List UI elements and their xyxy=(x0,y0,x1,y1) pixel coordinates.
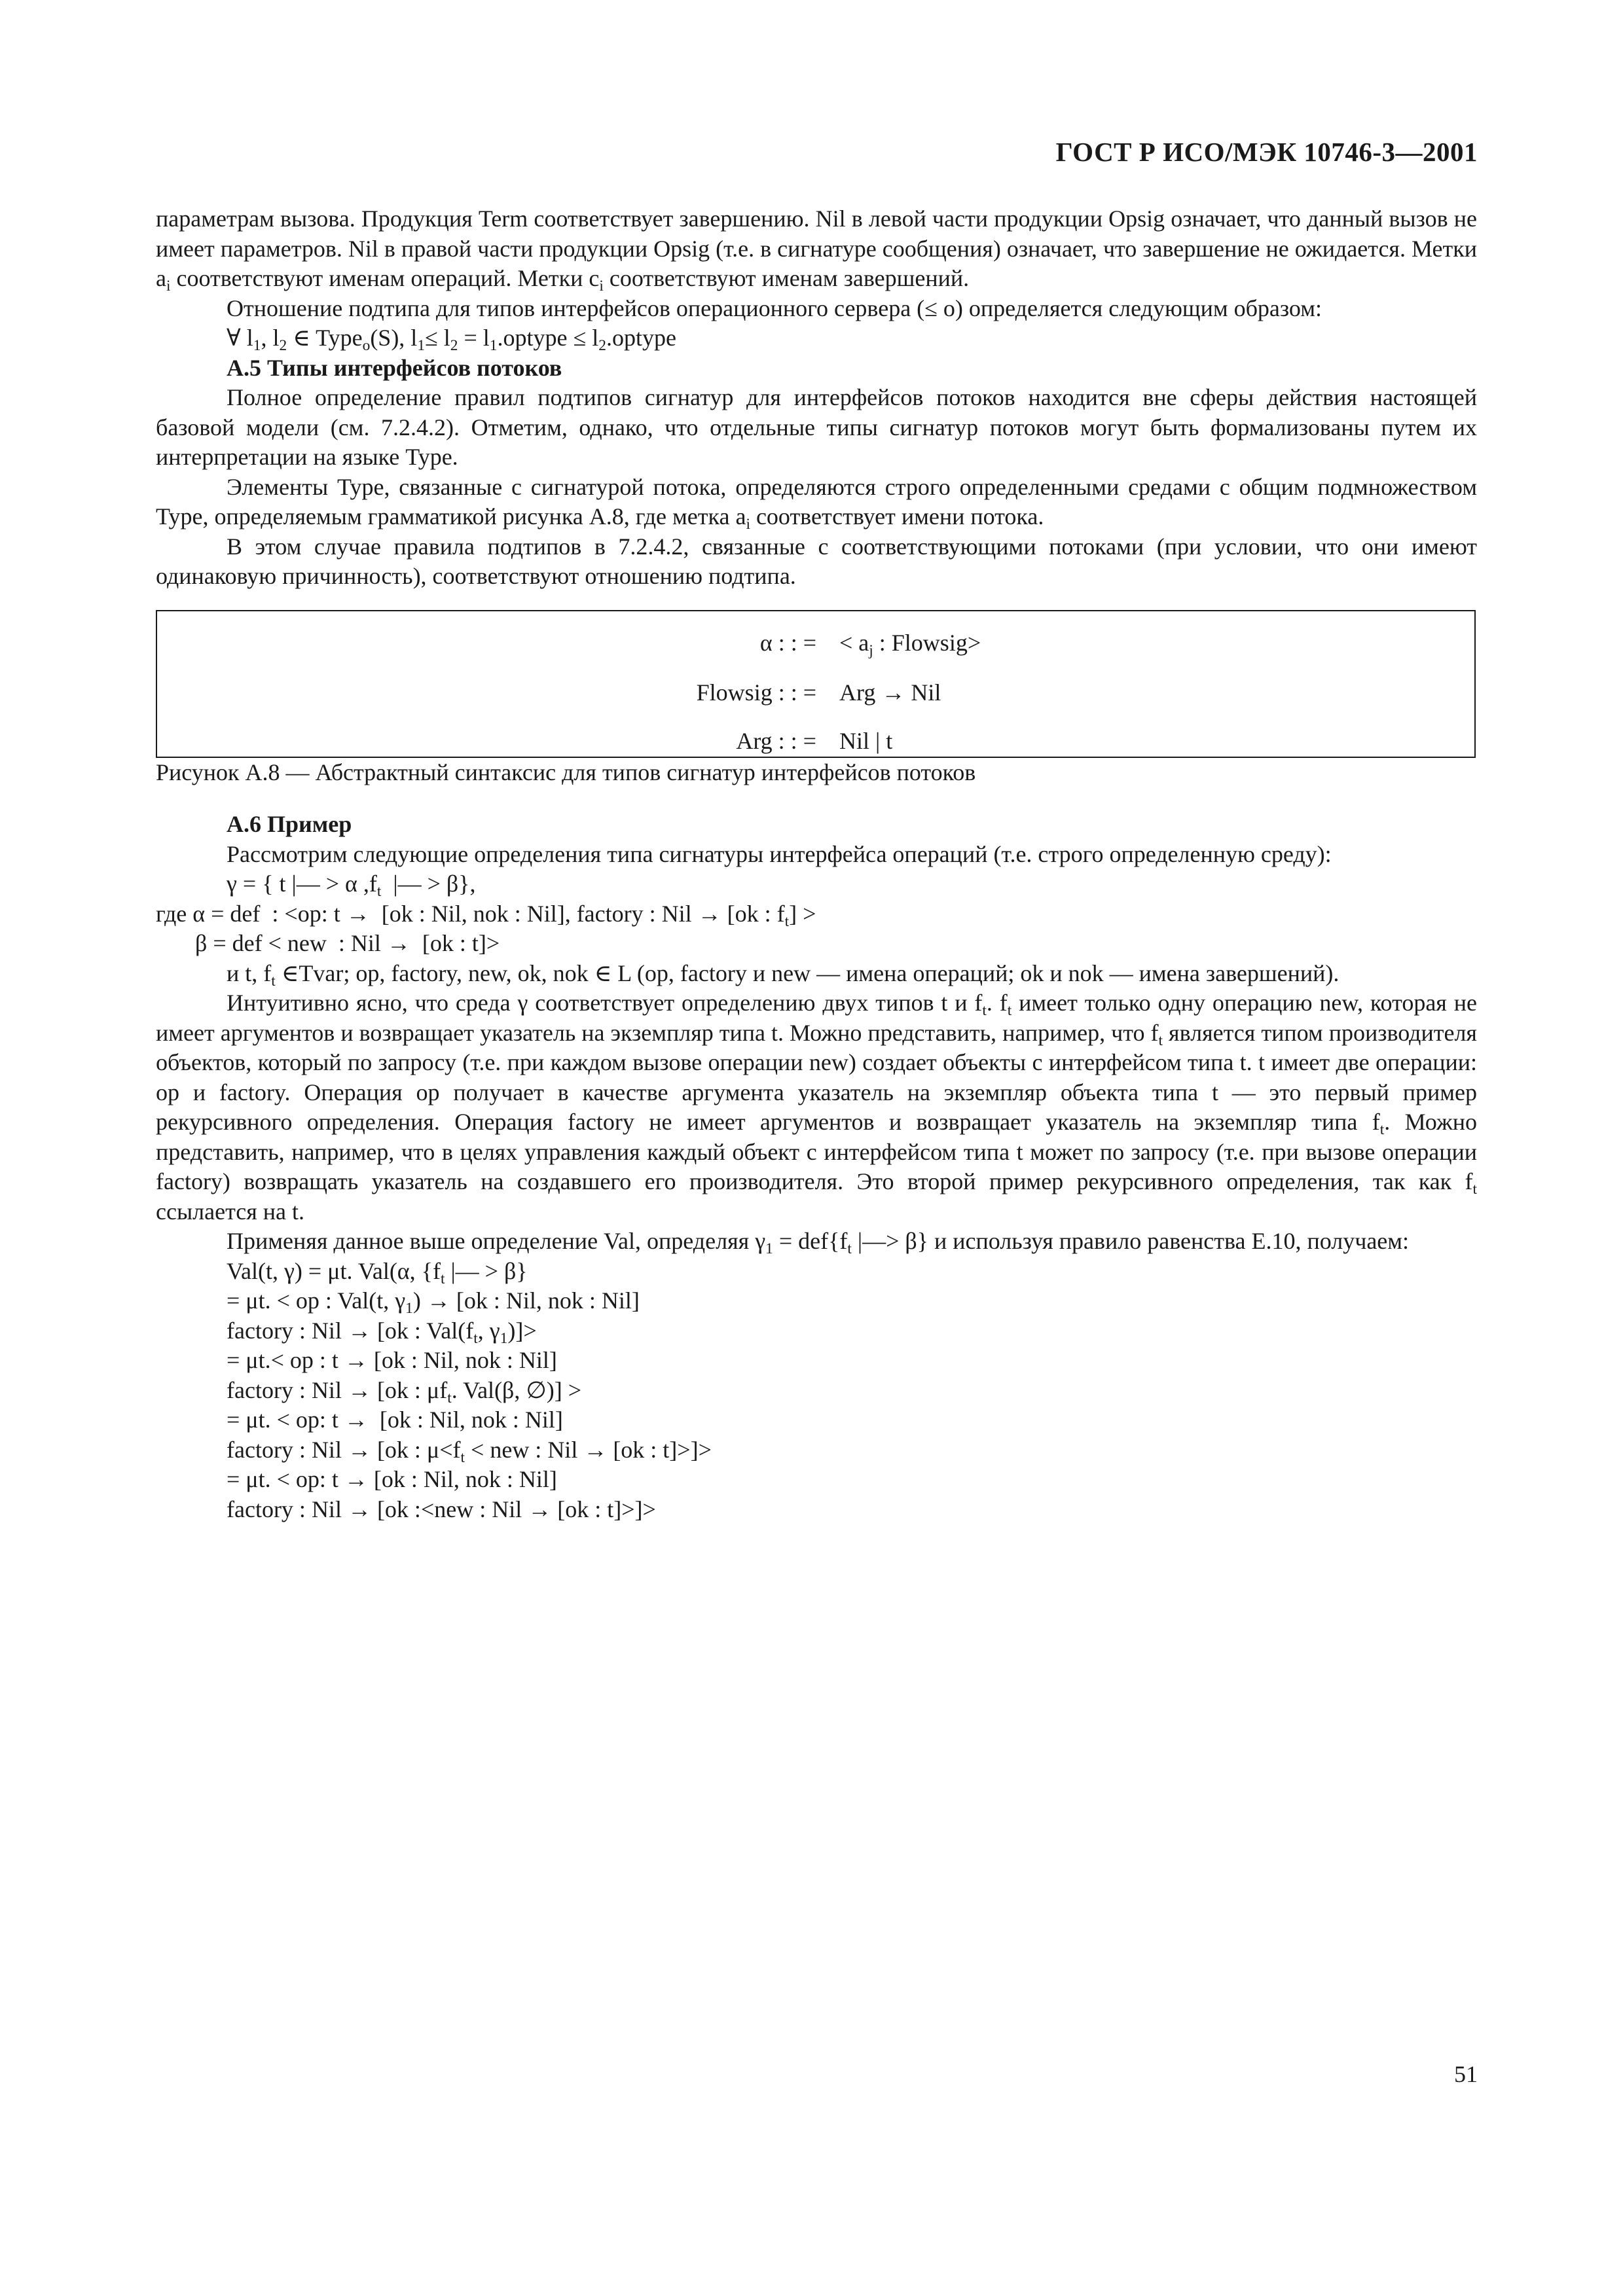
paragraph: Применяя данное выше определение Val, определяя $\gamma_1 = def\{f_t$ |—> β} и используя правило равенства Е.10, получаем: xyxy=(227,1228,1410,1258)
derivation-line: = μt. < op: t → [ok : Nil, nok : Nil] xyxy=(227,1466,557,1492)
derivation-line: factory : Nil → [ok :<new : Nil → [ok : t]>]> xyxy=(227,1496,656,1522)
derivation-line: = μt. < op : Val(t, $\gamma_1) \to [ok$ : Nil, nok : Nil] xyxy=(227,1287,640,1318)
paragraph: Элементы Type, связанные с сигнатурой потока, определяются строго определенными средами с общим подмножеством Type, определяемым грамматикой рисунка А.8, где метка $a_i$ соответствует имени потока. xyxy=(156,473,1477,533)
derivation-line: = μt.< op : t → [ok : Nil, nok : Nil] xyxy=(227,1347,557,1373)
grammar-lhs: Arg : : = xyxy=(736,727,816,754)
derivation-line: Val(t, γ) = μt. Val(α, {$f_t$ |— > β} xyxy=(227,1257,528,1287)
grammar-rhs: Nil | t xyxy=(839,727,893,754)
derivation-line: factory : Nil → [ok : $\mu f_t$. Val(β, ∅)] > xyxy=(227,1376,581,1407)
grammar-lhs: Flowsig : : = xyxy=(696,679,816,706)
derivation-line: factory : Nil → [ok : $\mu<f_t$ < new : Nil → [ok : t]>]> xyxy=(227,1436,712,1466)
grammar-rhs: Arg → Nil xyxy=(839,679,941,706)
formula-line: γ = { t |— > α $,f_t$ |— > β}, xyxy=(227,870,476,901)
paragraph: Полное определение правил подтипов сигнатур для интерфейсов потоков находится вне сферы действия настоящей базовой модели (см. 7.2.4.2). Отметим, однако, что отдельные типы сигнатур потоков могут быть формализованы путем их интерпретации на языке Type. xyxy=(156,384,1477,470)
section-heading-a6: А.6 Пример xyxy=(227,811,352,837)
page-number: 51 xyxy=(1454,2061,1478,2087)
derivation-line: factory : Nil → [ok : $Val(f_t$, $\gamma_1)]>$ xyxy=(227,1317,537,1347)
grammar-figure-box xyxy=(156,610,1476,758)
figure-caption: Рисунок А.8 — Абстрактный синтаксис для типов сигнатур интерфейсов потоков xyxy=(156,759,976,785)
grammar-rhs: < $a_j$ : Flowsig> xyxy=(839,629,981,659)
page-content xyxy=(156,204,1477,1524)
formula-line: где α = def : <op: t → [ok : Nil, nok : Nil], factory : Nil → [ok : $f_t$] > xyxy=(156,900,816,930)
page-header-title: ГОСТ Р ИСО/МЭК 10746-3—2001 xyxy=(1055,137,1478,167)
formula-line: ∀ $l_1$, $l_2$ ∈ Type$_o$(S), $l_1\le l_2$ = $l_1.optype$ ≤ $l_2.optype$ xyxy=(227,325,676,355)
derivation-line: = μt. < op: t → [ok : Nil, nok : Nil] xyxy=(227,1407,563,1433)
paragraph: В этом случае правила подтипов в 7.2.4.2, связанные с соответствующими потоками (при условии, что они имеют одинаковую причинность), соответствуют отношению подтипа. xyxy=(156,533,1477,589)
paragraph: Интуитивно ясно, что среда γ соответствует определению двух типов t и $f_t$. $f_t$ имеет только одну операцию new, которая не имеет аргументов и возвращает указатель на экземпляр типа t. Можно представить, например, что $f_t$ является типом производителя объектов, который по запросу (т.е. при каждом вызове операции new) создает объекты с интерфейсом типа t. t имеет две операции: op и factory. Операция op получает в качестве аргумента указатель на экземпляр объекта типа t — это первый пример рекурсивного определения. Операция factory не имеет аргументов и возвращает указатель на экземпляр типа $f_t$. Можно представить, например, что в целях управления каждый объект с интерфейсом типа t может по запросу (т.е. при вызове операции factory) возвращать указатель на создавшего его производителя. Это второй пример рекурсивного определения, так как $f_t$ ссылается на t. xyxy=(156,990,1477,1225)
grammar-lhs: α : : = xyxy=(759,629,816,656)
paragraph: параметрам вызова. Продукция Term соответствует завершению. Nil в левой части продукции Opsig означает, что данный вызов не имеет параметров. Nil в правой части продукции Opsig (т.е. в сигнатуре сообщения) означает, что завершение не ожидается. Метки $a_i$ соответствуют именам операций. Метки $c_i$ соответствуют именам завершений. xyxy=(156,206,1477,295)
paragraph: Рассмотрим следующие определения типа сигнатуры интерфейса операций (т.е. строго определенную среду): xyxy=(227,840,1332,867)
paragraph: и t, $f_t$ ∈Tvar; op, factory, new, ok, nok ∈ L (op, factory и new — имена операций; ok и nok — имена завершений). xyxy=(227,960,1340,990)
derivation-block xyxy=(156,1257,1477,1525)
section-heading-a5: А.5 Типы интерфейсов потоков xyxy=(227,354,562,381)
formula-line: β = def < new : Nil → [ok : t]> xyxy=(195,930,500,956)
paragraph: Отношение подтипа для типов интерфейсов операционного сервера (≤ o) определяется следующим образом: xyxy=(227,295,1322,321)
